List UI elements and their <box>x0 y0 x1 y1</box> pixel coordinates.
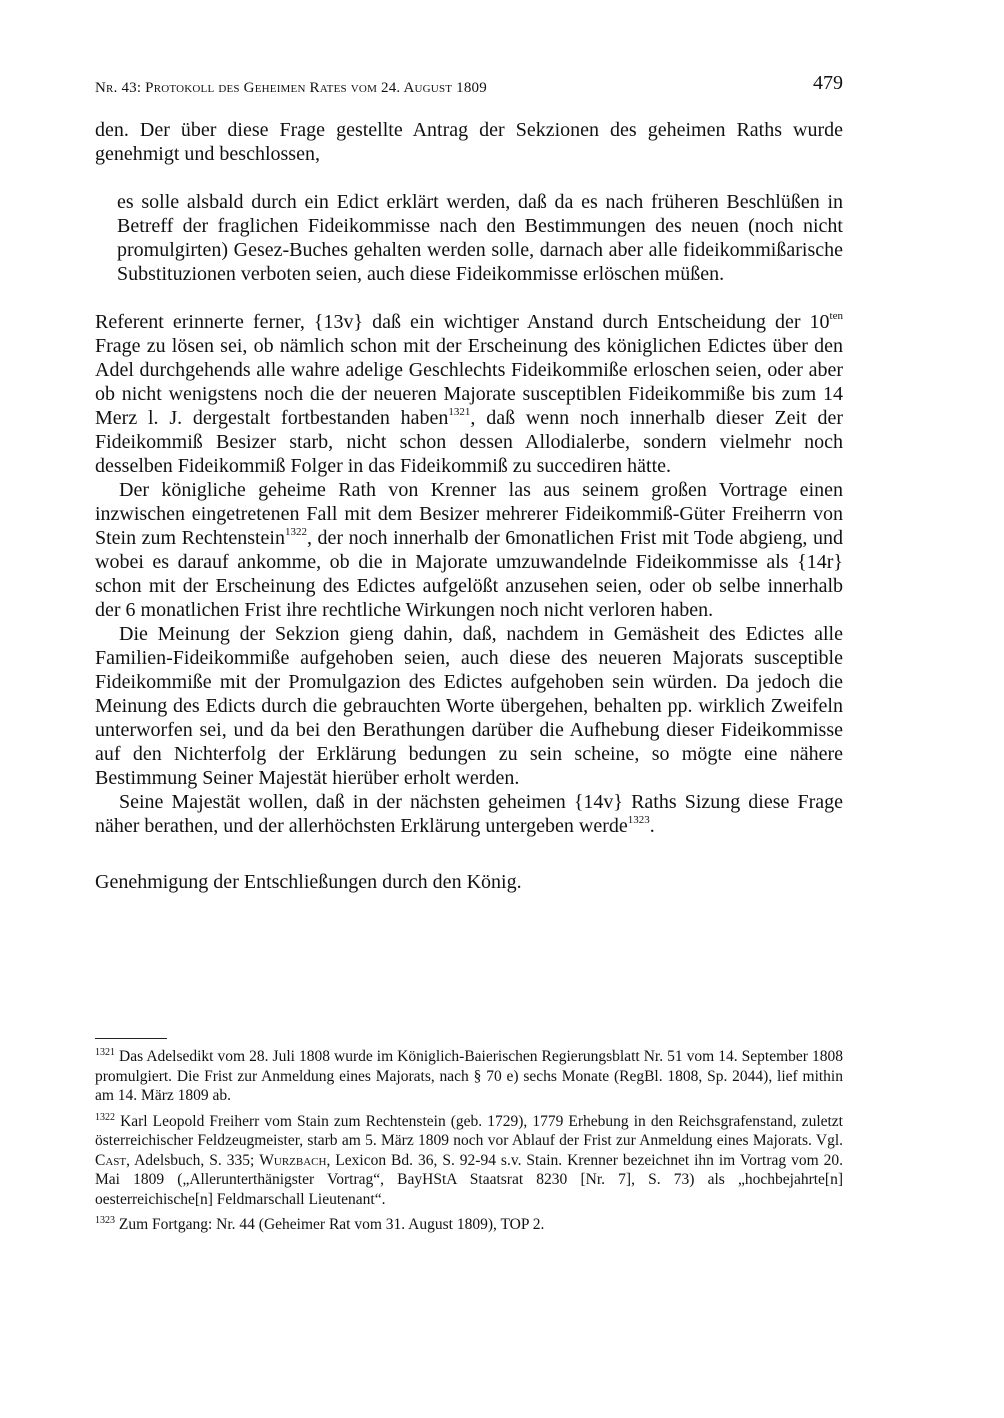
footnote-number: 1323 <box>95 1214 115 1226</box>
paragraph-text: , daß wenn noch innerhalb dieser Zeit der Fideikommiß Besizer starb, nicht schon dessen Allodialerbe, sondern vielmehr noch desselben Fideikommiß Folger in das Fideikommiß zu succediren hätte. <box>95 407 843 477</box>
paragraph-text: , der noch innerhalb der 6monatlichen Frist mit Tode abgieng, und wobei es darauf ankomme, ob die in Majorate umzuwandelnde Fideikommisse als {14r} schon mit der Erscheinung des Edictes aufgelößt anzusehen seien, oder ob selbe innerhalb der 6 monatlichen Frist ihre rechtliche Wirkungen noch nicht verloren haben. <box>95 527 843 621</box>
resolution-block: es solle alsbald durch ein Edict erklärt werden, daß da es nach früheren Beschlüßen in Betreff der fraglichen Fideikommisse nach den Bestimmungen des neuen (noch nicht promulgirten) Gesez-Buches gehalten werden solle, darnach aber alle fideikommißarische Substituzionen verboten seien, auch diese Fideikommisse erlöschen müßen. <box>117 191 843 285</box>
author-name: Cast <box>95 1151 127 1169</box>
paragraph-referent <box>95 310 843 478</box>
paragraph-krenner <box>95 478 843 622</box>
header-title: Nr. 43: Protokoll des Geheimen Rates vom 24. August 1809 <box>95 80 487 96</box>
footnote-ref-1321[interactable]: 1321 <box>448 406 471 419</box>
superscript: ten <box>829 310 843 323</box>
paragraph-text: Der königliche geheime Rath von Krenner las aus seinem großen Vortrage einen inzwischen eingetretenen Fall mit dem Besizer mehrerer Fideikommiß-Güter Freiherrn von Stein zum Rechtenstein <box>95 479 843 549</box>
approval-note: Genehmigung der Entschließungen durch den König. <box>95 871 522 893</box>
paragraph-intro: den. Der über diese Frage gestellte Antrag der Sekzionen des geheimen Raths wurde genehmigt und beschlossen, <box>95 119 843 165</box>
page-number: 479 <box>813 72 843 94</box>
footnote-1322 <box>95 1112 843 1210</box>
footnote-number: 1321 <box>95 1046 115 1058</box>
footnote-text: Das Adelsedikt vom 28. Juli 1808 wurde im Königlich-Baierischen Regierungsblatt Nr. 51 vom 14. September 1808 promulgiert. Die Frist zur Anmeldung eines Majorats, nach § 70 e) sechs Monate (RegBl. 1808, Sp. 2044), lief mithin am 14. März 1809 ab. <box>95 1048 843 1104</box>
footnote-text: , Lexicon Bd. 36, S. 92-94 s.v. Stain. Krenner bezeichnet ihn im Vortrag vom 20. Mai 1809 („Allerunterthänigster Vortrag“, BayHStA Staatsrat 8230 [Nr. 7], S. 73) als „hochbejahrte[n] oesterreichische[n] Feldmarschall Lieutenant“. <box>95 1151 843 1208</box>
paragraph-sekzion: Die Meinung der Sekzion gieng dahin, daß, nachdem in Gemäsheit des Edictes alle Familien-Fideikommiße aufgehoben seien, auch diese des neueren Majorats susceptible Fideikommiße mit der Promulgazion des Edictes aufgehoben sein würden. Da jedoch die Meinung des Edicts durch die gebrauchten Worte übergehen, behalten pp. wirklich Zweifeln unterworfen sei, und da bei den Berathungen darüber die Aufhebung dieser Fideikommisse auf den Nichterfolg der Erklärung bedungen zu sein scheine, so mögte eine nähere Bestimmung Seiner Majestät hierüber erholt werden. <box>95 623 843 789</box>
running-header <box>95 70 843 98</box>
footnote-ref-1322[interactable]: 1322 <box>284 526 307 539</box>
paragraph-text: Seine Majestät wollen, daß in der nächsten geheimen {14v} Raths Sizung diese Frage näher berathen, und der allerhöchsten Erklärung untergeben werde <box>95 791 843 837</box>
footnotes-section <box>95 1047 843 1241</box>
footnote-divider <box>95 1038 167 1039</box>
footnote-text: Zum Fortgang: Nr. 44 (Geheimer Rat vom 31. August 1809), TOP 2. <box>118 1216 545 1233</box>
paragraph-text: Frage zu lösen sei, ob nämlich schon mit der Erscheinung des königlichen Edictes über den Adel durchgehends alle wahre adelige Geschlechts Fideikommiße erloschen seien, oder aber ob nicht wenigstens noch die der neueren Majorate susceptiblen Fideikommiße bis zum 14 Merz l. J. dergestalt fortbestanden haben <box>95 335 843 429</box>
footnote-number: 1322 <box>95 1111 115 1123</box>
document-page <box>95 70 843 894</box>
paragraph-text: . <box>649 815 655 837</box>
author-name: Wurzbach <box>259 1151 327 1169</box>
footnote-1321 <box>95 1047 843 1106</box>
footnote-1323 <box>95 1215 843 1235</box>
paragraph-text: Referent erinnerte ferner, {13v} daß ein wichtiger Anstand durch Entscheidung der 10 <box>95 311 830 333</box>
footnote-ref-1323[interactable]: 1323 <box>627 814 650 827</box>
paragraph-majestaet <box>95 790 843 838</box>
footnote-text: , Adelsbuch, S. 335; <box>126 1151 260 1169</box>
footnote-text: Karl Leopold Freiherr vom Stain zum Rechtenstein (geb. 1729), 1779 Erhebung in den Reichsgrafenstand, zuletzt österreichischer Feldzeugmeister, starb am 5. März 1809 noch vor Ablauf der Frist zur Anmeldung eines Majorats. Vgl. <box>95 1112 843 1149</box>
